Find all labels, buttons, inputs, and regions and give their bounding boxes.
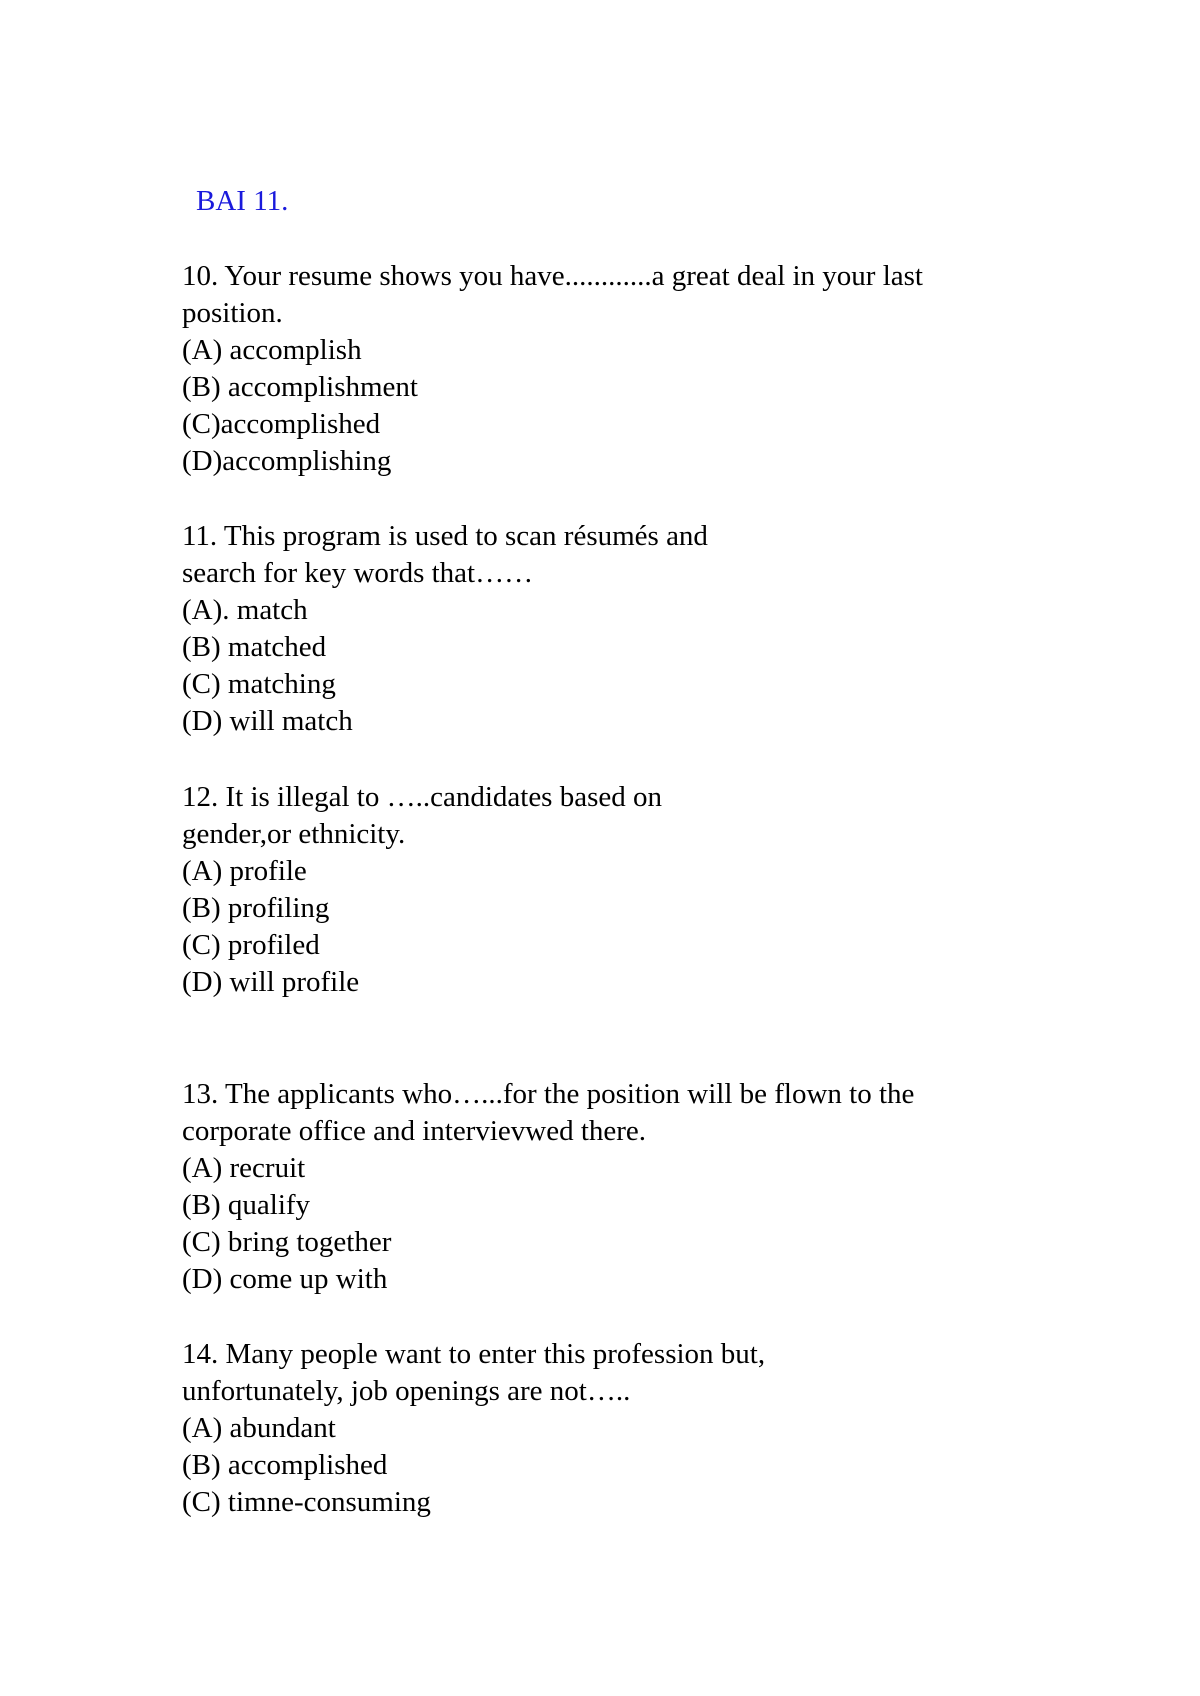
question-10-stem-line-1: 10. Your resume shows you have............a great deal in your last	[182, 260, 923, 292]
question-10-option-a: (A) accomplish	[182, 334, 362, 366]
question-14-option-b: (B) accomplished	[182, 1449, 388, 1481]
question-12-option-c: (C) profiled	[182, 929, 320, 961]
question-14-option-c: (C) timne-consuming	[182, 1486, 431, 1518]
question-12-option-a: (A) profile	[182, 855, 307, 887]
question-12-stem-line-2: gender,or ethnicity.	[182, 818, 406, 850]
question-13-option-a: (A) recruit	[182, 1152, 306, 1184]
question-10-option-c: (C)accomplished	[182, 408, 381, 440]
question-11-stem-line-1: 11. This program is used to scan résumés and	[182, 520, 708, 552]
question-11-option-b: (B) matched	[182, 631, 327, 663]
question-13-option-b: (B) qualify	[182, 1189, 311, 1221]
question-12-option-b: (B) profiling	[182, 892, 330, 924]
question-14-stem-line-2: unfortunately, job openings are not…..	[182, 1375, 631, 1407]
question-12-stem-line-1: 12. It is illegal to …..candidates based on	[182, 781, 663, 813]
question-13-option-c: (C) bring together	[182, 1226, 392, 1258]
question-10-stem-line-2: position.	[182, 297, 283, 329]
question-14-option-a: (A) abundant	[182, 1412, 336, 1444]
question-14-stem-line-1: 14. Many people want to enter this profession but,	[182, 1338, 766, 1370]
document-title: BAI 11.	[196, 185, 289, 217]
question-10-option-b: (B) accomplishment	[182, 371, 418, 403]
question-11-option-c: (C) matching	[182, 668, 336, 700]
question-11-stem-line-2: search for key words that……	[182, 557, 534, 589]
question-10-option-d: (D)accomplishing	[182, 445, 392, 477]
question-11-option-a: (A). match	[182, 594, 308, 626]
question-12-option-d: (D) will profile	[182, 966, 360, 998]
question-13-stem-line-1: 13. The applicants who…...for the position will be flown to the	[182, 1078, 915, 1110]
question-11-option-d: (D) will match	[182, 705, 353, 737]
question-13-option-d: (D) come up with	[182, 1263, 388, 1295]
question-13-stem-line-2: corporate office and intervievwed there.	[182, 1115, 647, 1147]
